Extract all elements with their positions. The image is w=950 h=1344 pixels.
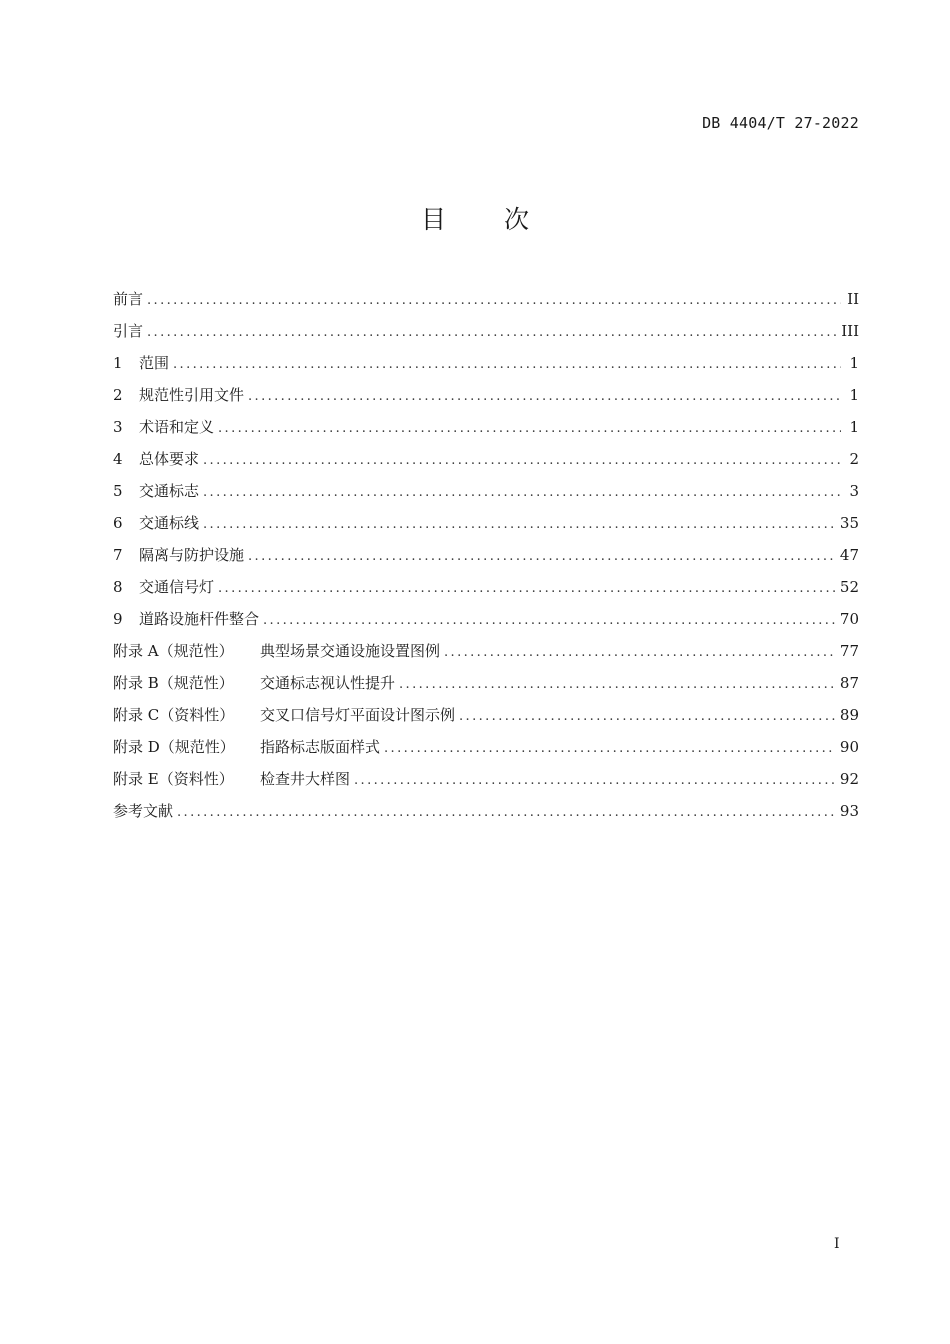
toc-label: 前言 [113,290,144,308]
toc-entry-references[interactable] [113,798,859,830]
toc-label: 引言 [113,322,144,340]
table-of-contents [113,286,859,830]
toc-entry-section-4[interactable] [113,446,859,478]
toc-number: 2 [113,386,123,404]
toc-number: 9 [113,610,123,628]
toc-page: 47 [839,546,859,564]
page-number: I [834,1236,840,1252]
toc-entry-section-6[interactable] [113,510,859,542]
toc-label: 交通标志视认性提升 [260,674,396,692]
toc-label: 交叉口信号灯平面设计图示例 [260,706,456,724]
dot-leader [248,544,836,570]
toc-label: 参考文献 [113,802,174,820]
dot-leader [218,576,836,602]
toc-entry-section-5[interactable] [113,478,859,510]
toc-page: 93 [839,802,859,820]
toc-entry-section-8[interactable] [113,574,859,606]
toc-page: 92 [839,770,859,788]
toc-entry-section-9[interactable] [113,606,859,638]
toc-entry-appendix-c[interactable] [113,702,859,734]
toc-page: 1 [849,354,859,372]
toc-entry-section-2[interactable] [113,382,859,414]
appendix-prefix: 附录 A（规范性） [113,642,234,660]
toc-number: 8 [113,578,123,596]
toc-label: 交通标线 [139,514,200,532]
toc-page: 2 [849,450,859,468]
toc-page: 89 [839,706,859,724]
toc-page: 70 [839,610,859,628]
toc-page: 77 [839,642,859,660]
toc-number: 7 [113,546,123,564]
page-title [0,200,950,236]
dot-leader [203,448,841,474]
toc-label: 交通标志 [139,482,200,500]
toc-label: 规范性引用文件 [139,386,245,404]
toc-entry-introduction[interactable] [113,318,859,350]
appendix-prefix: 附录 D（规范性） [113,738,235,756]
toc-entry-section-7[interactable] [113,542,859,574]
toc-entry-appendix-a[interactable] [113,638,859,670]
appendix-prefix: 附录 B（规范性） [113,674,234,692]
toc-entry-appendix-b[interactable] [113,670,859,702]
toc-number: 1 [113,354,123,372]
dot-leader [177,800,836,826]
dot-leader [203,480,841,506]
toc-entry-foreword[interactable] [113,286,859,318]
toc-label: 检查井大样图 [260,770,351,788]
dot-leader [263,608,836,634]
toc-label: 指路标志版面样式 [260,738,381,756]
toc-number: 5 [113,482,123,500]
toc-number: 4 [113,450,123,468]
toc-number: 6 [113,514,123,532]
toc-label: 总体要求 [139,450,200,468]
toc-label: 范围 [139,354,170,372]
toc-page: 1 [849,386,859,404]
toc-label: 隔离与防护设施 [139,546,245,564]
toc-page: 87 [839,674,859,692]
dot-leader [218,416,841,442]
toc-page: II [847,290,859,308]
dot-leader [147,320,837,346]
title-char-1: 目 [420,205,446,234]
document-code: DB 4404/T 27-2022 [702,114,859,132]
toc-label: 典型场景交通设施设置图例 [260,642,441,660]
toc-label: 术语和定义 [139,418,215,436]
toc-label: 道路设施杆件整合 [139,610,260,628]
toc-entry-appendix-e[interactable] [113,766,859,798]
dot-leader [444,640,836,666]
toc-entry-appendix-d[interactable] [113,734,859,766]
dot-leader [384,736,836,762]
toc-page: 90 [839,738,859,756]
dot-leader [248,384,841,410]
dot-leader [147,288,841,314]
dot-leader [354,768,836,794]
dot-leader [399,672,836,698]
toc-entry-section-1[interactable] [113,350,859,382]
toc-entry-section-3[interactable] [113,414,859,446]
toc-page: 35 [839,514,859,532]
toc-page: 3 [849,482,859,500]
toc-page: 1 [849,418,859,436]
toc-number: 3 [113,418,123,436]
toc-page: 52 [839,578,859,596]
dot-leader [173,352,841,378]
dot-leader [459,704,836,730]
appendix-prefix: 附录 C（资料性） [113,706,235,724]
appendix-prefix: 附录 E（资料性） [113,770,234,788]
dot-leader [203,512,836,538]
toc-page: III [841,322,859,340]
toc-label: 交通信号灯 [139,578,215,596]
title-char-2: 次 [504,205,530,234]
